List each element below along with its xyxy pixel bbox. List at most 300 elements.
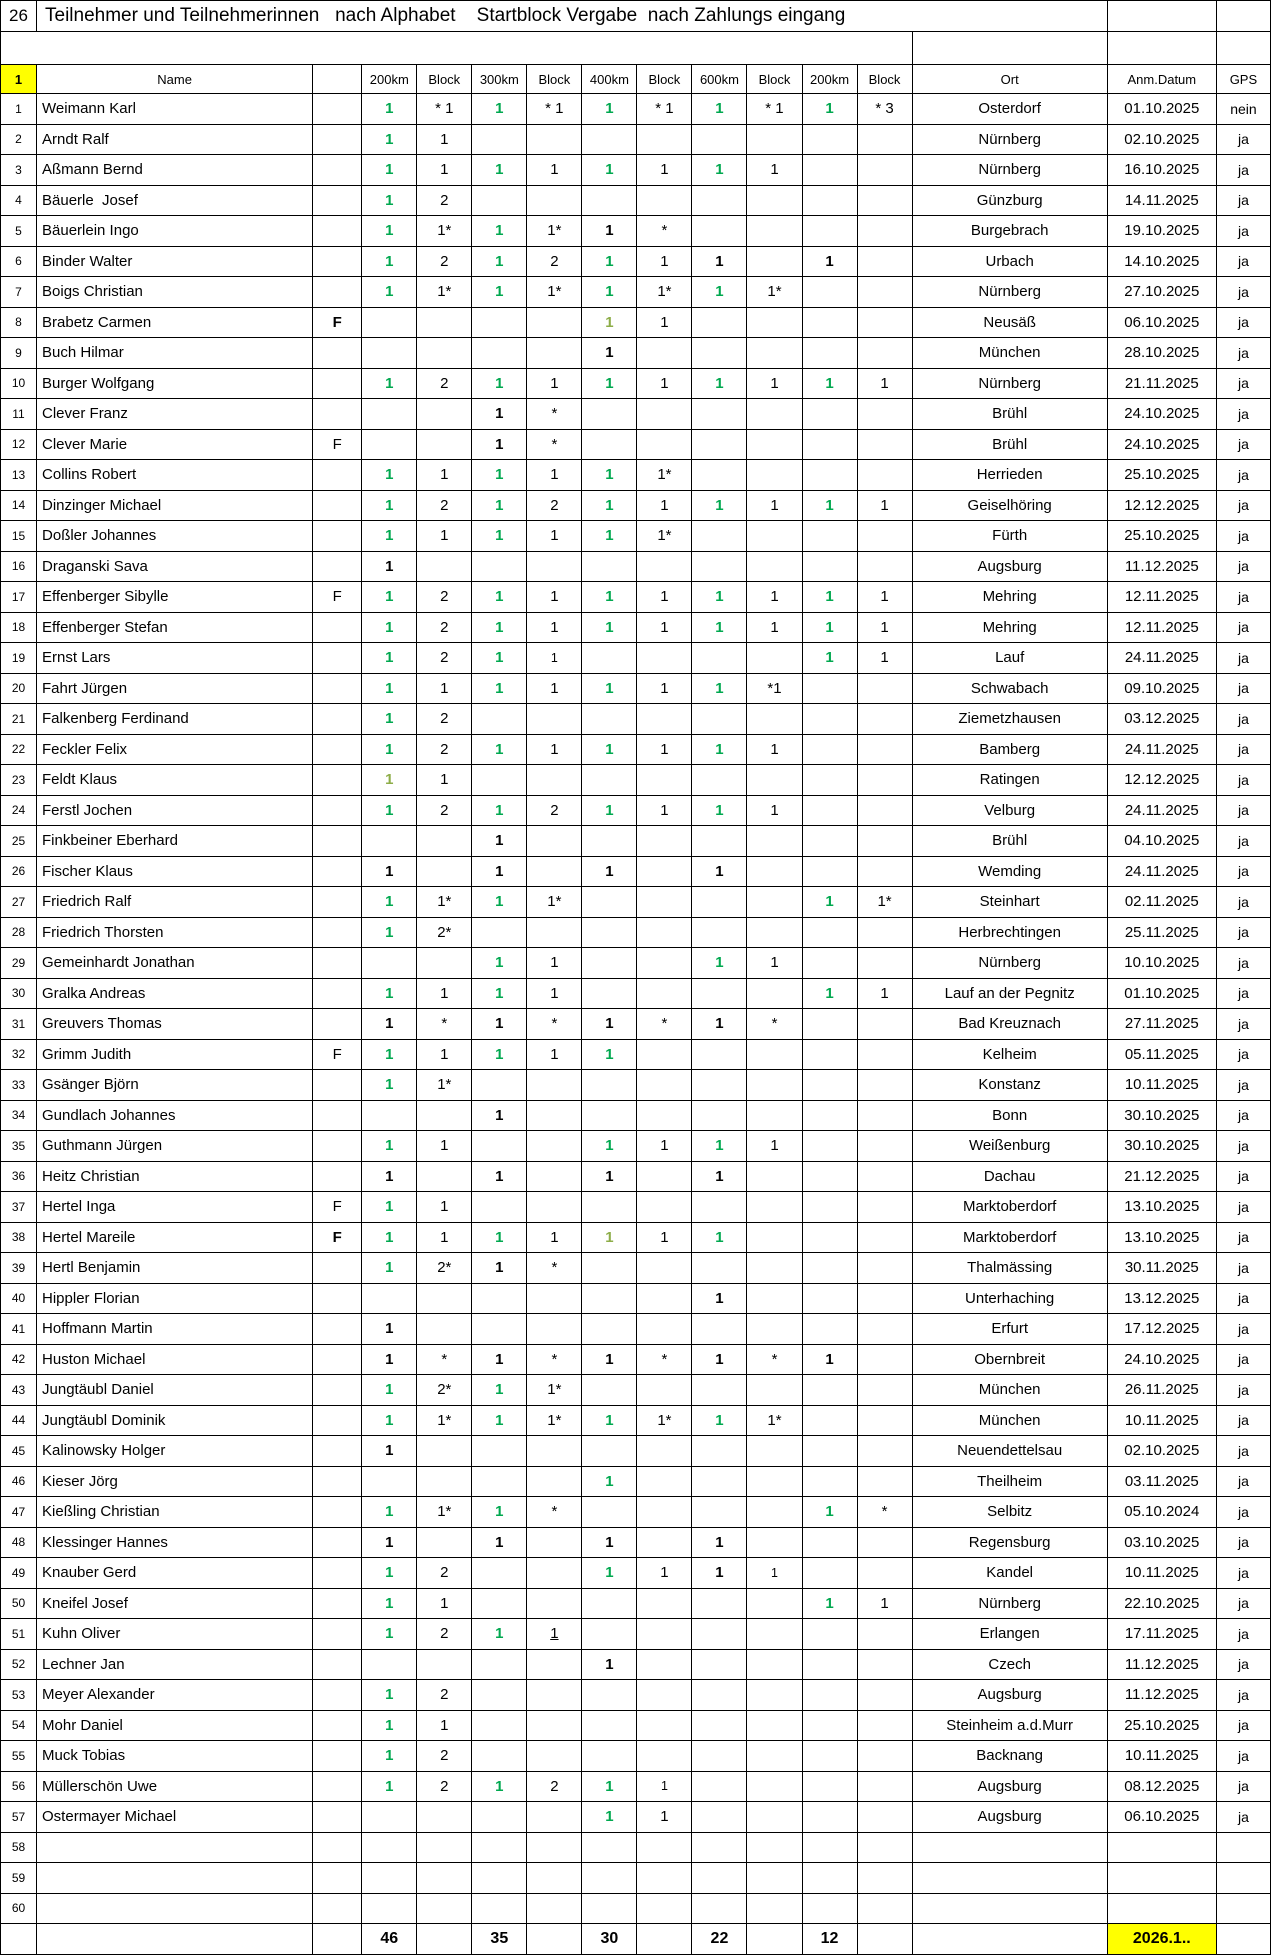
- block-cell[interactable]: [747, 917, 802, 948]
- distance-cell[interactable]: [802, 1192, 857, 1223]
- distance-cell[interactable]: 1: [362, 1314, 417, 1345]
- distance-cell[interactable]: [802, 795, 857, 826]
- gender-f-cell[interactable]: [313, 1558, 362, 1589]
- distance-cell[interactable]: [582, 978, 637, 1009]
- distance-cell[interactable]: 1: [692, 1222, 747, 1253]
- totals-rownum-cell[interactable]: [1, 1924, 37, 1955]
- block-cell[interactable]: 1: [417, 1710, 472, 1741]
- block-cell[interactable]: [637, 185, 692, 216]
- block-cell[interactable]: 1: [527, 673, 582, 704]
- distance-cell[interactable]: 1: [362, 582, 417, 613]
- block-cell[interactable]: [857, 1741, 912, 1772]
- block-cell[interactable]: [527, 1527, 582, 1558]
- block-cell[interactable]: [417, 1527, 472, 1558]
- block-cell[interactable]: 1: [637, 582, 692, 613]
- distance-cell[interactable]: 1: [802, 246, 857, 277]
- gps-cell[interactable]: ja: [1216, 1192, 1270, 1223]
- distance-cell[interactable]: 1: [582, 155, 637, 186]
- distance-cell[interactable]: [692, 124, 747, 155]
- ort-cell[interactable]: Velburg: [912, 795, 1107, 826]
- block-cell[interactable]: *: [527, 429, 582, 460]
- distance-cell[interactable]: [582, 1436, 637, 1467]
- header-block-7[interactable]: Block: [747, 65, 802, 94]
- block-cell[interactable]: 1: [527, 978, 582, 1009]
- distance-cell[interactable]: [692, 399, 747, 430]
- row-number[interactable]: 46: [1, 1466, 37, 1497]
- block-cell[interactable]: [527, 1893, 582, 1924]
- row-number[interactable]: 58: [1, 1832, 37, 1863]
- anm-datum-cell[interactable]: 03.10.2025: [1107, 1527, 1216, 1558]
- anm-datum-cell[interactable]: 28.10.2025: [1107, 338, 1216, 369]
- distance-cell[interactable]: 1: [472, 277, 527, 308]
- block-cell[interactable]: 1*: [527, 216, 582, 247]
- block-cell[interactable]: 1: [417, 1222, 472, 1253]
- distance-cell[interactable]: [692, 1375, 747, 1406]
- block-cell[interactable]: * 1: [637, 94, 692, 125]
- distance-cell[interactable]: 1: [582, 246, 637, 277]
- block-cell[interactable]: * 1: [417, 94, 472, 125]
- anm-datum-cell[interactable]: 02.11.2025: [1107, 887, 1216, 918]
- header-gps[interactable]: GPS: [1216, 65, 1270, 94]
- header-block-5[interactable]: Block: [637, 65, 692, 94]
- distance-cell[interactable]: 1: [582, 1771, 637, 1802]
- distance-cell[interactable]: 1: [362, 1741, 417, 1772]
- distance-cell[interactable]: [692, 1680, 747, 1711]
- block-cell[interactable]: [857, 246, 912, 277]
- block-cell[interactable]: 1: [747, 582, 802, 613]
- gender-f-cell[interactable]: [313, 1283, 362, 1314]
- block-cell[interactable]: [417, 1832, 472, 1863]
- block-cell[interactable]: [857, 856, 912, 887]
- block-cell[interactable]: [637, 1588, 692, 1619]
- block-cell[interactable]: 1: [637, 612, 692, 643]
- anm-datum-cell[interactable]: 11.12.2025: [1107, 1680, 1216, 1711]
- distance-cell[interactable]: 1: [802, 1497, 857, 1528]
- name-cell[interactable]: Heitz Christian: [37, 1161, 313, 1192]
- ort-cell[interactable]: Mehring: [912, 612, 1107, 643]
- distance-cell[interactable]: 1: [692, 948, 747, 979]
- anm-datum-cell[interactable]: 27.11.2025: [1107, 1009, 1216, 1040]
- block-cell[interactable]: [857, 704, 912, 735]
- distance-cell[interactable]: [692, 521, 747, 552]
- distance-cell[interactable]: [582, 1283, 637, 1314]
- block-cell[interactable]: 1: [747, 155, 802, 186]
- anm-datum-cell[interactable]: 10.10.2025: [1107, 948, 1216, 979]
- distance-cell[interactable]: [362, 1863, 417, 1894]
- block-cell[interactable]: 1: [527, 643, 582, 674]
- totals-f-cell[interactable]: [313, 1924, 362, 1955]
- block-cell[interactable]: [857, 1802, 912, 1833]
- block-cell[interactable]: 1*: [637, 460, 692, 491]
- distance-cell[interactable]: 1: [472, 1527, 527, 1558]
- gps-cell[interactable]: ja: [1216, 1771, 1270, 1802]
- distance-cell[interactable]: [362, 338, 417, 369]
- distance-cell[interactable]: [472, 1710, 527, 1741]
- row-number[interactable]: 26: [1, 856, 37, 887]
- distance-cell[interactable]: [802, 429, 857, 460]
- ort-cell[interactable]: Urbach: [912, 246, 1107, 277]
- row-number[interactable]: 54: [1, 1710, 37, 1741]
- name-cell[interactable]: [37, 1863, 313, 1894]
- distance-cell[interactable]: 1: [582, 795, 637, 826]
- distance-cell[interactable]: 1: [362, 612, 417, 643]
- block-cell[interactable]: *: [417, 1009, 472, 1040]
- block-cell[interactable]: 1*: [527, 1375, 582, 1406]
- row-number[interactable]: 8: [1, 307, 37, 338]
- gps-cell[interactable]: ja: [1216, 1497, 1270, 1528]
- anm-datum-cell[interactable]: 24.11.2025: [1107, 795, 1216, 826]
- block-cell[interactable]: [747, 521, 802, 552]
- distance-cell[interactable]: 1: [362, 1161, 417, 1192]
- anm-datum-cell[interactable]: 24.10.2025: [1107, 399, 1216, 430]
- block-cell[interactable]: [527, 1436, 582, 1467]
- block-cell[interactable]: [747, 399, 802, 430]
- anm-datum-cell[interactable]: 13.10.2025: [1107, 1192, 1216, 1223]
- distance-cell[interactable]: 1: [472, 216, 527, 247]
- distance-cell[interactable]: [802, 1680, 857, 1711]
- anm-datum-cell[interactable]: 26.11.2025: [1107, 1375, 1216, 1406]
- distance-cell[interactable]: [692, 1039, 747, 1070]
- distance-cell[interactable]: 1: [362, 643, 417, 674]
- block-cell[interactable]: * 1: [527, 94, 582, 125]
- gps-cell[interactable]: ja: [1216, 1649, 1270, 1680]
- block-cell[interactable]: 1: [417, 1192, 472, 1223]
- distance-cell[interactable]: [802, 948, 857, 979]
- block-cell[interactable]: [527, 856, 582, 887]
- header-block-9[interactable]: Block: [857, 65, 912, 94]
- name-cell[interactable]: Klessinger Hannes: [37, 1527, 313, 1558]
- gender-f-cell[interactable]: [313, 94, 362, 125]
- block-cell[interactable]: [527, 1161, 582, 1192]
- block-cell[interactable]: 1: [747, 1131, 802, 1162]
- ort-cell[interactable]: Fürth: [912, 521, 1107, 552]
- distance-cell[interactable]: 1: [472, 1009, 527, 1040]
- distance-cell[interactable]: [692, 643, 747, 674]
- distance-cell[interactable]: [472, 1314, 527, 1345]
- row-number[interactable]: 14: [1, 490, 37, 521]
- gender-f-cell[interactable]: F: [313, 1192, 362, 1223]
- ort-cell[interactable]: Schwabach: [912, 673, 1107, 704]
- distance-cell[interactable]: [362, 826, 417, 857]
- distance-cell[interactable]: 1: [692, 277, 747, 308]
- ort-cell[interactable]: Nürnberg: [912, 1588, 1107, 1619]
- row-number[interactable]: 29: [1, 948, 37, 979]
- distance-cell[interactable]: 1: [582, 460, 637, 491]
- anm-datum-cell[interactable]: 24.11.2025: [1107, 643, 1216, 674]
- distance-cell[interactable]: [472, 1832, 527, 1863]
- row-number[interactable]: 40: [1, 1283, 37, 1314]
- row-number[interactable]: 7: [1, 277, 37, 308]
- distance-cell[interactable]: 1: [802, 582, 857, 613]
- header-corner-cell[interactable]: 1: [1, 65, 37, 94]
- gender-f-cell[interactable]: [313, 1771, 362, 1802]
- gps-cell[interactable]: ja: [1216, 551, 1270, 582]
- row-number[interactable]: 21: [1, 704, 37, 735]
- block-cell[interactable]: 1: [417, 521, 472, 552]
- gps-cell[interactable]: ja: [1216, 1314, 1270, 1345]
- distance-cell[interactable]: 1: [362, 1588, 417, 1619]
- gps-cell[interactable]: ja: [1216, 429, 1270, 460]
- distance-cell[interactable]: 1: [472, 948, 527, 979]
- gps-cell[interactable]: ja: [1216, 1375, 1270, 1406]
- row-number[interactable]: 31: [1, 1009, 37, 1040]
- totals-distance-sum[interactable]: 22: [692, 1924, 747, 1955]
- block-cell[interactable]: [857, 338, 912, 369]
- distance-cell[interactable]: 1: [472, 155, 527, 186]
- anm-datum-cell[interactable]: 12.11.2025: [1107, 582, 1216, 613]
- block-cell[interactable]: [417, 1893, 472, 1924]
- totals-block-sum[interactable]: [527, 1924, 582, 1955]
- block-cell[interactable]: [747, 246, 802, 277]
- distance-cell[interactable]: 1: [582, 673, 637, 704]
- distance-cell[interactable]: [692, 429, 747, 460]
- block-cell[interactable]: 2: [417, 490, 472, 521]
- anm-datum-cell[interactable]: 24.10.2025: [1107, 429, 1216, 460]
- name-cell[interactable]: Friedrich Thorsten: [37, 917, 313, 948]
- row-number[interactable]: 60: [1, 1893, 37, 1924]
- block-cell[interactable]: 1*: [527, 1405, 582, 1436]
- block-cell[interactable]: 1: [637, 1131, 692, 1162]
- totals-block-sum[interactable]: [747, 1924, 802, 1955]
- gps-cell[interactable]: ja: [1216, 643, 1270, 674]
- ort-cell[interactable]: Brühl: [912, 826, 1107, 857]
- gps-cell[interactable]: ja: [1216, 1436, 1270, 1467]
- ort-cell[interactable]: Geiselhöring: [912, 490, 1107, 521]
- name-cell[interactable]: Huston Michael: [37, 1344, 313, 1375]
- block-cell[interactable]: 1: [417, 673, 472, 704]
- distance-cell[interactable]: [472, 1070, 527, 1101]
- distance-cell[interactable]: 1: [692, 673, 747, 704]
- gps-cell[interactable]: ja: [1216, 246, 1270, 277]
- row-number[interactable]: 28: [1, 917, 37, 948]
- distance-cell[interactable]: [692, 1100, 747, 1131]
- gps-cell[interactable]: [1216, 1893, 1270, 1924]
- block-cell[interactable]: 2: [417, 1558, 472, 1589]
- distance-cell[interactable]: 1: [362, 1558, 417, 1589]
- row-number[interactable]: 19: [1, 643, 37, 674]
- block-cell[interactable]: [747, 1466, 802, 1497]
- block-cell[interactable]: 1*: [417, 1070, 472, 1101]
- distance-cell[interactable]: [802, 1466, 857, 1497]
- row-number[interactable]: 22: [1, 734, 37, 765]
- ort-cell[interactable]: Backnang: [912, 1741, 1107, 1772]
- block-cell[interactable]: *: [747, 1009, 802, 1040]
- name-cell[interactable]: Feldt Klaus: [37, 765, 313, 796]
- gps-cell[interactable]: ja: [1216, 1405, 1270, 1436]
- block-cell[interactable]: [637, 399, 692, 430]
- anm-datum-cell[interactable]: 25.10.2025: [1107, 460, 1216, 491]
- distance-cell[interactable]: 1: [472, 1161, 527, 1192]
- gps-cell[interactable]: ja: [1216, 1009, 1270, 1040]
- distance-cell[interactable]: [582, 704, 637, 735]
- distance-cell[interactable]: 1: [692, 490, 747, 521]
- distance-cell[interactable]: 1: [472, 1771, 527, 1802]
- block-cell[interactable]: [527, 1070, 582, 1101]
- block-cell[interactable]: 1: [637, 155, 692, 186]
- block-cell[interactable]: 1: [857, 1588, 912, 1619]
- block-cell[interactable]: 1: [527, 1039, 582, 1070]
- distance-cell[interactable]: [692, 1710, 747, 1741]
- gps-cell[interactable]: ja: [1216, 460, 1270, 491]
- ort-cell[interactable]: Neusäß: [912, 307, 1107, 338]
- block-cell[interactable]: 1*: [637, 1405, 692, 1436]
- row-number[interactable]: 32: [1, 1039, 37, 1070]
- block-cell[interactable]: [527, 338, 582, 369]
- gps-cell[interactable]: ja: [1216, 1588, 1270, 1619]
- distance-cell[interactable]: [802, 826, 857, 857]
- block-cell[interactable]: [747, 1222, 802, 1253]
- block-cell[interactable]: 1: [527, 948, 582, 979]
- block-cell[interactable]: 1*: [527, 887, 582, 918]
- block-cell[interactable]: [637, 429, 692, 460]
- name-cell[interactable]: Ferstl Jochen: [37, 795, 313, 826]
- block-cell[interactable]: [637, 1375, 692, 1406]
- row-number[interactable]: 53: [1, 1680, 37, 1711]
- name-cell[interactable]: Hoffmann Martin: [37, 1314, 313, 1345]
- gender-f-cell[interactable]: [313, 1527, 362, 1558]
- distance-cell[interactable]: [472, 1131, 527, 1162]
- anm-datum-cell[interactable]: 02.10.2025: [1107, 1436, 1216, 1467]
- distance-cell[interactable]: [802, 1314, 857, 1345]
- block-cell[interactable]: 1: [637, 1802, 692, 1833]
- distance-cell[interactable]: 1: [692, 582, 747, 613]
- name-cell[interactable]: Clever Franz: [37, 399, 313, 430]
- distance-cell[interactable]: 1: [582, 277, 637, 308]
- distance-cell[interactable]: 1: [582, 1802, 637, 1833]
- block-cell[interactable]: [857, 1070, 912, 1101]
- block-cell[interactable]: [857, 1832, 912, 1863]
- gps-cell[interactable]: ja: [1216, 887, 1270, 918]
- name-cell[interactable]: Muck Tobias: [37, 1741, 313, 1772]
- gender-f-cell[interactable]: [313, 368, 362, 399]
- distance-cell[interactable]: [802, 1710, 857, 1741]
- block-cell[interactable]: [637, 856, 692, 887]
- distance-cell[interactable]: [472, 185, 527, 216]
- gps-cell[interactable]: ja: [1216, 155, 1270, 186]
- block-cell[interactable]: [857, 1131, 912, 1162]
- block-cell[interactable]: 2: [417, 1680, 472, 1711]
- block-cell[interactable]: [637, 1832, 692, 1863]
- distance-cell[interactable]: [692, 551, 747, 582]
- gps-cell[interactable]: ja: [1216, 856, 1270, 887]
- block-cell[interactable]: [637, 1100, 692, 1131]
- distance-cell[interactable]: 1: [472, 612, 527, 643]
- distance-cell[interactable]: [692, 460, 747, 491]
- distance-cell[interactable]: [802, 216, 857, 247]
- name-cell[interactable]: Jungtäubl Daniel: [37, 1375, 313, 1406]
- name-cell[interactable]: Finkbeiner Eberhard: [37, 826, 313, 857]
- distance-cell[interactable]: [692, 1497, 747, 1528]
- ort-cell[interactable]: Konstanz: [912, 1070, 1107, 1101]
- block-cell[interactable]: [747, 1771, 802, 1802]
- block-cell[interactable]: 1: [417, 1131, 472, 1162]
- ort-cell[interactable]: [912, 1893, 1107, 1924]
- distance-cell[interactable]: 1: [582, 1161, 637, 1192]
- block-cell[interactable]: 2: [417, 612, 472, 643]
- distance-cell[interactable]: 1: [472, 460, 527, 491]
- distance-cell[interactable]: 1: [692, 1161, 747, 1192]
- block-cell[interactable]: [527, 1588, 582, 1619]
- block-cell[interactable]: [857, 1283, 912, 1314]
- gender-f-cell[interactable]: F: [313, 1222, 362, 1253]
- distance-cell[interactable]: 1: [582, 1405, 637, 1436]
- distance-cell[interactable]: [362, 1100, 417, 1131]
- block-cell[interactable]: 1: [857, 582, 912, 613]
- block-cell[interactable]: [527, 704, 582, 735]
- distance-cell[interactable]: [472, 1192, 527, 1223]
- distance-cell[interactable]: [362, 1649, 417, 1680]
- name-cell[interactable]: Binder Walter: [37, 246, 313, 277]
- gps-cell[interactable]: ja: [1216, 1070, 1270, 1101]
- distance-cell[interactable]: [802, 1222, 857, 1253]
- anm-datum-cell[interactable]: 24.10.2025: [1107, 1344, 1216, 1375]
- totals-name-cell[interactable]: [37, 1924, 313, 1955]
- distance-cell[interactable]: [802, 1619, 857, 1650]
- gender-f-cell[interactable]: F: [313, 429, 362, 460]
- block-cell[interactable]: 2: [417, 246, 472, 277]
- block-cell[interactable]: [527, 1710, 582, 1741]
- block-cell[interactable]: [527, 1131, 582, 1162]
- totals-gps-cell[interactable]: [1216, 1924, 1270, 1955]
- gps-cell[interactable]: ja: [1216, 1161, 1270, 1192]
- anm-datum-cell[interactable]: 13.12.2025: [1107, 1283, 1216, 1314]
- row-number[interactable]: 39: [1, 1253, 37, 1284]
- block-cell[interactable]: [857, 948, 912, 979]
- distance-cell[interactable]: [582, 917, 637, 948]
- block-cell[interactable]: [417, 551, 472, 582]
- distance-cell[interactable]: [692, 338, 747, 369]
- block-cell[interactable]: [857, 1619, 912, 1650]
- anm-datum-cell[interactable]: 13.10.2025: [1107, 1222, 1216, 1253]
- block-cell[interactable]: [747, 124, 802, 155]
- block-cell[interactable]: [747, 1588, 802, 1619]
- block-cell[interactable]: [857, 765, 912, 796]
- block-cell[interactable]: 2: [417, 368, 472, 399]
- row-number[interactable]: 9: [1, 338, 37, 369]
- gender-f-cell[interactable]: [313, 1161, 362, 1192]
- row-number[interactable]: 43: [1, 1375, 37, 1406]
- name-cell[interactable]: Effenberger Stefan: [37, 612, 313, 643]
- block-cell[interactable]: [417, 1100, 472, 1131]
- distance-cell[interactable]: [692, 1466, 747, 1497]
- anm-datum-cell[interactable]: 01.10.2025: [1107, 94, 1216, 125]
- ort-cell[interactable]: Thalmässing: [912, 1253, 1107, 1284]
- anm-datum-cell[interactable]: 10.11.2025: [1107, 1070, 1216, 1101]
- distance-cell[interactable]: 1: [362, 216, 417, 247]
- name-cell[interactable]: Falkenberg Ferdinand: [37, 704, 313, 735]
- row-number[interactable]: 11: [1, 399, 37, 430]
- distance-cell[interactable]: [802, 1283, 857, 1314]
- gps-cell[interactable]: ja: [1216, 124, 1270, 155]
- gps-cell[interactable]: ja: [1216, 1466, 1270, 1497]
- distance-cell[interactable]: 1: [362, 1253, 417, 1284]
- ort-cell[interactable]: Czech: [912, 1649, 1107, 1680]
- anm-datum-cell[interactable]: 24.11.2025: [1107, 856, 1216, 887]
- ort-cell[interactable]: Brühl: [912, 429, 1107, 460]
- gps-cell[interactable]: ja: [1216, 1131, 1270, 1162]
- block-cell[interactable]: 2: [417, 185, 472, 216]
- distance-cell[interactable]: [582, 1070, 637, 1101]
- gps-cell[interactable]: ja: [1216, 521, 1270, 552]
- block-cell[interactable]: [857, 795, 912, 826]
- distance-cell[interactable]: 1: [362, 1405, 417, 1436]
- block-cell[interactable]: 1: [857, 368, 912, 399]
- distance-cell[interactable]: 1: [472, 521, 527, 552]
- distance-cell[interactable]: 1: [362, 1009, 417, 1040]
- gender-f-cell[interactable]: [313, 1680, 362, 1711]
- distance-cell[interactable]: 1: [472, 246, 527, 277]
- block-cell[interactable]: [857, 1863, 912, 1894]
